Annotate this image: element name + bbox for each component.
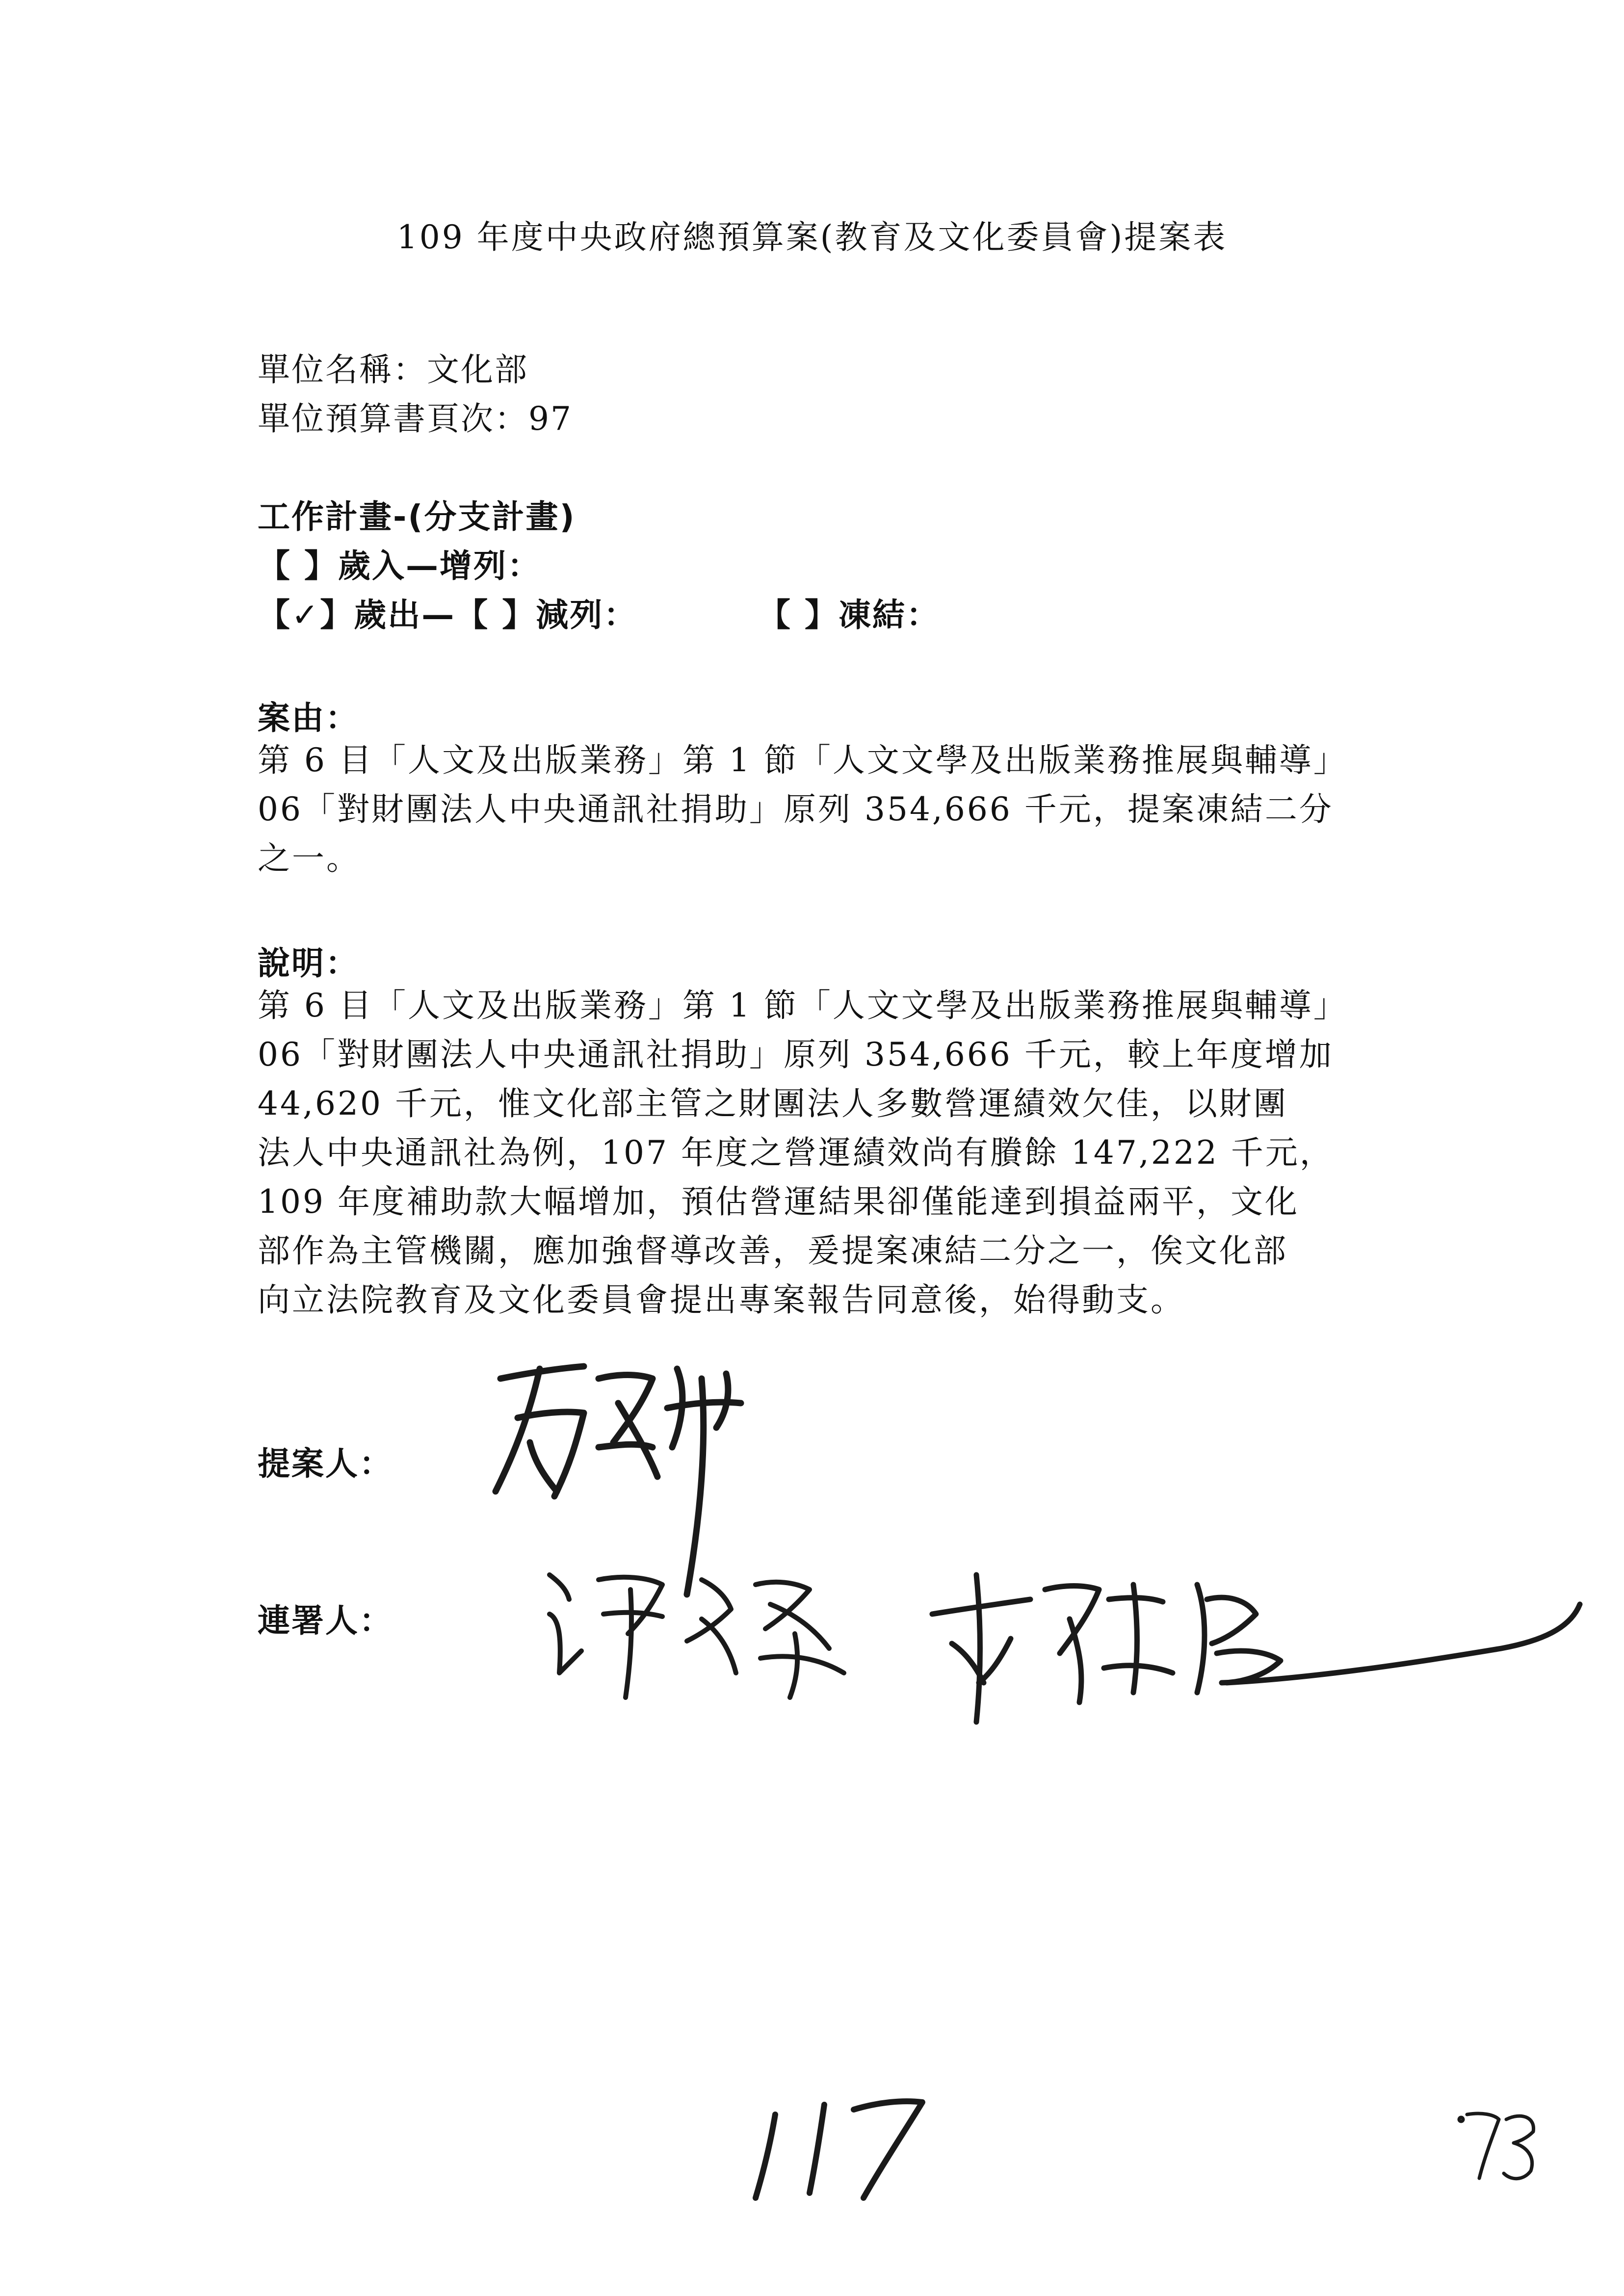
handwritten-corner-number bbox=[1452, 2100, 1550, 2198]
work-plan-heading: 工作計畫-(分支計畫) bbox=[258, 498, 576, 536]
explanation-line: 109 年度補助款大幅增加，預估營運結果卻僅能達到損益兩平，文化 bbox=[258, 1183, 1299, 1221]
explanation-heading: 說明： bbox=[258, 944, 359, 982]
explanation-line: 部作為主管機關，應加強督導改善，爰提案凍結二分之一，俟文化部 bbox=[258, 1232, 1288, 1270]
explanation-line: 第 6 目「人文及出版業務」第 1 節「人文文學及出版業務推展與輔導」 bbox=[258, 987, 1348, 1024]
revenue-increase-line: 【 】歲入—增列： bbox=[258, 547, 541, 585]
case-line: 之一。 bbox=[258, 839, 361, 877]
case-text bbox=[258, 736, 1401, 883]
handwritten-page-number bbox=[736, 2085, 942, 2213]
explanation-line: 向立法院教育及文化委員會提出專案報告同意後，始得動支。 bbox=[258, 1281, 1185, 1319]
budget-page-line: 單位預算書頁次：97 bbox=[258, 400, 573, 438]
cosigner-label: 連署人： bbox=[258, 1602, 393, 1640]
explanation-line: 06「對財團法人中央通訊社捐助」原列 354,666 千元，較上年度增加 bbox=[258, 1036, 1334, 1073]
explanation-line: 44,620 千元，惟文化部主管之財團法人多數營運績效欠佳，以財團 bbox=[258, 1085, 1288, 1122]
cosigner-signature-1 bbox=[540, 1560, 873, 1707]
case-line: 第 6 目「人文及出版業務」第 1 節「人文文學及出版業務推展與輔導」 bbox=[258, 741, 1348, 779]
explanation-text bbox=[258, 981, 1401, 1325]
document-title: 109 年度中央政府總預算案(教育及文化委員會)提案表 bbox=[396, 218, 1228, 256]
expense-reduce-line: 【✓】歲出—【 】減列： bbox=[258, 596, 638, 634]
explanation-line: 法人中央通訊社為例，107 年度之營運績效尚有賸餘 147,222 千元， bbox=[258, 1134, 1334, 1172]
cosigner-signature-2 bbox=[922, 1555, 1590, 1742]
freeze-line: 【 】凍結： bbox=[758, 596, 940, 634]
case-heading: 案由： bbox=[258, 699, 359, 737]
case-line: 06「對財團法人中央通訊社捐助」原列 354,666 千元，提案凍結二分 bbox=[258, 790, 1334, 828]
unit-name-line: 單位名稱：文化部 bbox=[258, 351, 528, 389]
proposer-label: 提案人： bbox=[258, 1445, 393, 1483]
